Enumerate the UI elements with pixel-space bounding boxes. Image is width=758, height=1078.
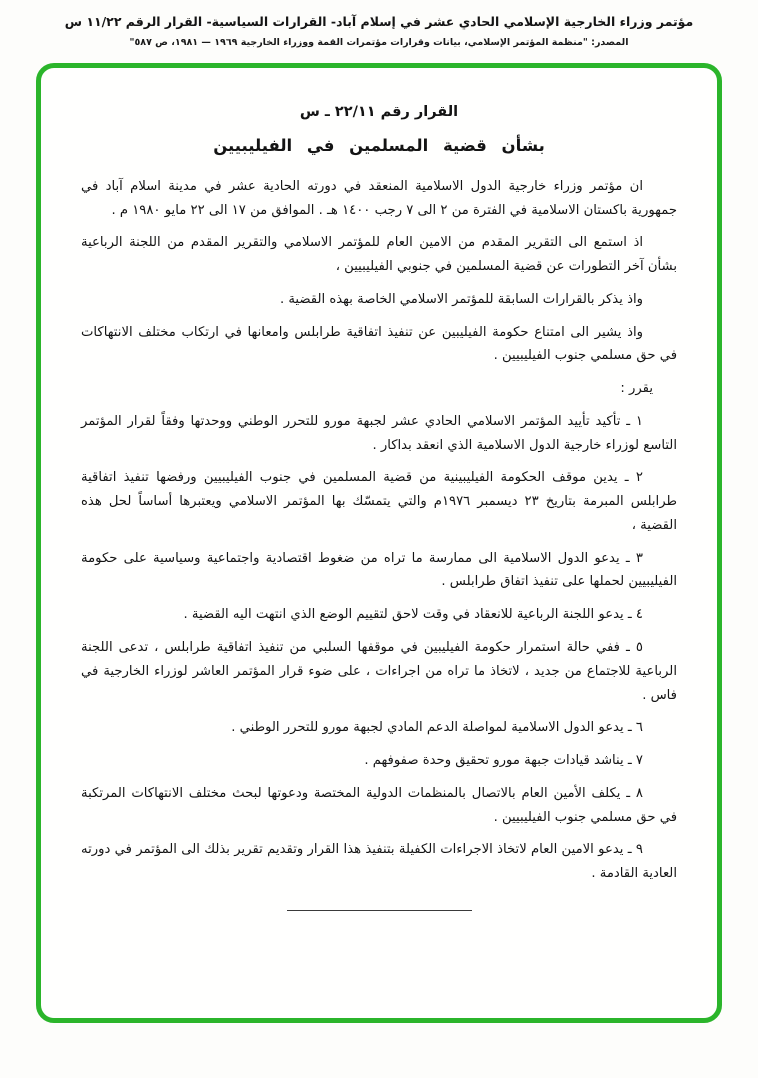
resolution-number: القرار رقم ٢٢/١١ ـ س bbox=[299, 103, 459, 120]
footer-divider bbox=[287, 910, 472, 911]
preamble-paragraph: اذ استمع الى التقرير المقدم من الامين العام للمؤتمر الاسلامي والتقرير المقدم من اللجنة الرباعية بشأن آخر التطورات عن قضية المسلمين في جنوبي الفيليبيين ، bbox=[81, 235, 677, 275]
resolution-item: ٩ ـ يدعو الامين العام لاتخاذ الاجراءات الكفيلة بتنفيذ هذا القرار وتقديم تقرير بذلك الى المؤتمر في دورته العادية القادمة . bbox=[81, 842, 677, 882]
resolution-item: ٢ ـ يدين موقف الحكومة الفيليبينية من قضية المسلمين في جنوب الفيليبيين ورفضها تنفيذ اتفاقية طرابلس المبرمة بتاريخ ٢٣ ديسمبر ١٩٧٦م والتي يتمسّك بها المؤتمر الاسلامي ويعتبرها أساساً لحل هذه القضية ، bbox=[81, 470, 677, 533]
resolution-subject: بشأن قضية المسلمين في الفيليبيين bbox=[213, 135, 545, 155]
preamble-paragraph: واذ يشير الى امتناع حكومة الفيليبين عن تنفيذ اتفاقية طرابلس وامعانها في ارتكاب مختلف الانتهاكات في حق مسلمي جنوب الفيليبيين . bbox=[81, 324, 677, 364]
resolution-item: ٧ ـ يناشد قيادات جبهة مورو تحقيق وحدة صفوفهم . bbox=[364, 753, 643, 769]
resolution-item: ٥ ـ ففي حالة استمرار حكومة الفيليبين في موقفها السلبي من تنفيذ اتفاقية طرابلس ، تدعى اللجنة الرباعية للاجتماع من جديد ، لاتخاذ ما تراه من اجراءات ، على ضوء قرار المؤتمر العاشر لوزراء الخارجية في فاس . bbox=[81, 640, 677, 703]
resolution-item: ٣ ـ يدعو الدول الاسلامية الى ممارسة ما تراه من ضغوط اقتصادية واجتماعية وسياسية على حكومة الفيليبيين لحملها على تنفيذ اتفاق طرابلس . bbox=[81, 550, 677, 590]
header-source: المصدر: "منظمة المؤتمر الإسلامي، بيانات وقرارات مؤتمرات القمة ووزراء الخارجية ١٩٦٩ — ١٩٨١، ص ٥٨٧" bbox=[129, 36, 629, 48]
page-header bbox=[0, 13, 758, 48]
preamble-paragraph: ان مؤتمر وزراء خارجية الدول الاسلامية المنعقد في دورته الحادية عشر في مدينة اسلام آباد في جمهورية باكستان الاسلامية في الفترة من ٢ الى ٧ رجب ١٤٠٠ هـ . الموافق من ١٧ الى ٢٢ مايو ١٩٨٠ م . bbox=[81, 178, 677, 218]
resolution-item: ١ ـ تأكيد تأييد المؤتمر الاسلامي الحادي عشر لجبهة مورو للتحرر الوطني ووحدتها وفقاً لقرار المؤتمر التاسع لوزراء خارجية الدول الاسلامية الذي انعقد بداكار . bbox=[81, 413, 677, 453]
preamble-paragraph: واذ يذكر بالقرارات السابقة للمؤتمر الاسلامي الخاصة بهذه القضية . bbox=[279, 291, 643, 307]
resolution-item: ٦ ـ يدعو الدول الاسلامية لمواصلة الدعم المادي لجبهة مورو للتحرر الوطني . bbox=[231, 720, 643, 736]
document-frame bbox=[36, 63, 722, 1023]
resolution-item: ٤ ـ يدعو اللجنة الرباعية للانعقاد في وقت لاحق لتقييم الوضع الذي انتهت اليه القضية . bbox=[183, 607, 643, 623]
decree-label: يقرر : bbox=[620, 381, 653, 397]
header-title: مؤتمر وزراء الخارجية الإسلامي الحادي عشر في إسلام آباد- القرارات السياسية- القرار الرقم ١١/٢٢ س bbox=[64, 14, 694, 29]
resolution-item: ٨ ـ يكلف الأمين العام بالاتصال بالمنظمات الدولية المختصة ودعوتها لبحث مختلف الانتهاكات المرتكبة في حق مسلمي جنوب الفيليبيين . bbox=[81, 785, 677, 825]
